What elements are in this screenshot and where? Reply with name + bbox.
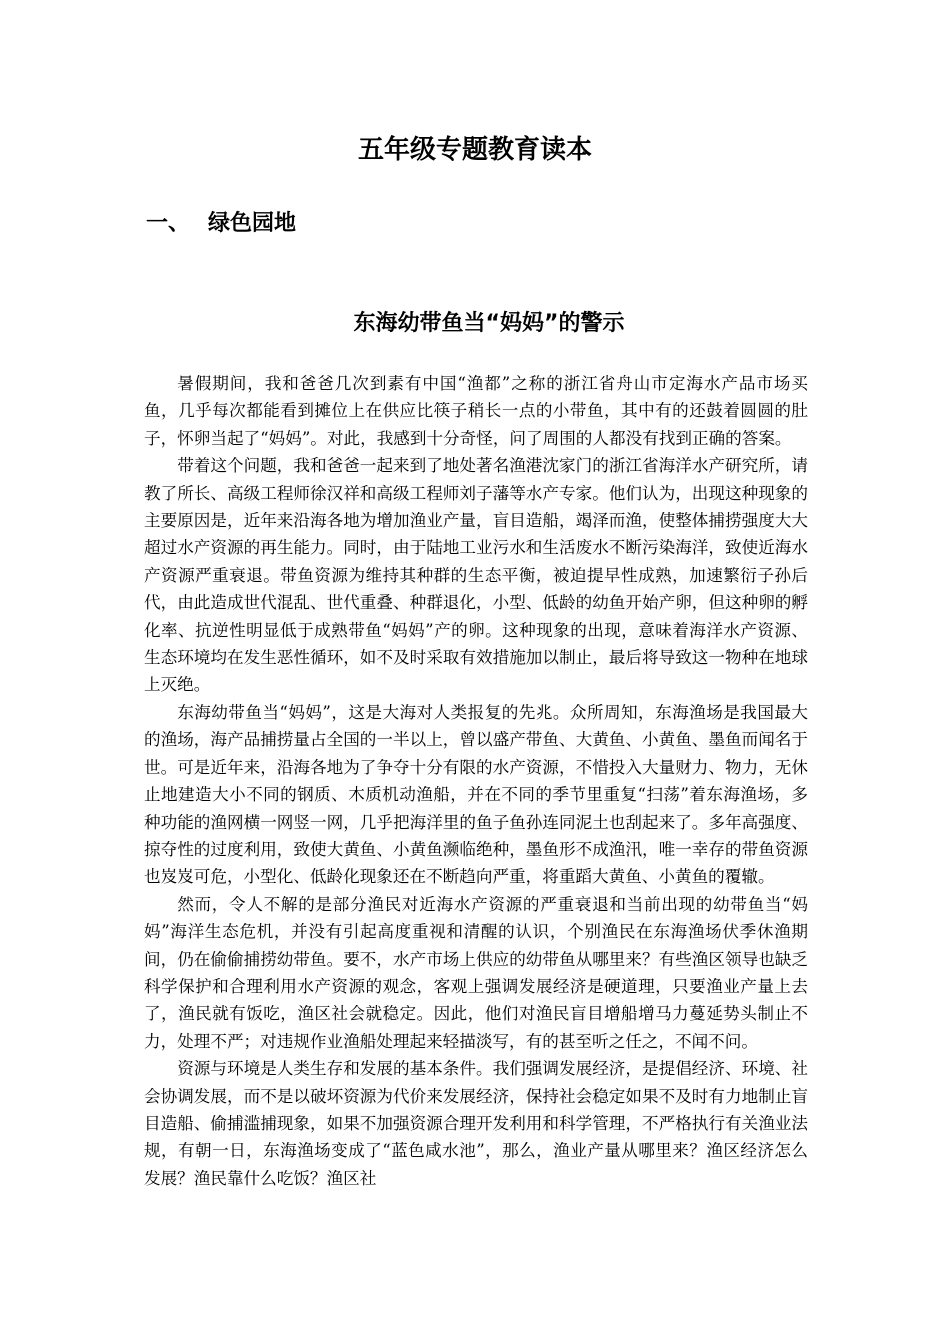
paragraph: 暑假期间，我和爸爸几次到素有中国“渔都”之称的浙江省舟山市定海水产品市场买鱼，几乎每次都能看到摊位上在供应比筷子稍长一点的小带鱼，其中有的还鼓着圆圆的肚子，怀卵当起了“妈妈”。对此，我感到十分奇怪，问了周围的人都没有找到正确的答案。 <box>144 374 808 448</box>
article-body <box>144 370 808 1192</box>
section-title: 绿色园地 <box>208 211 297 236</box>
paragraph: 然而，令人不解的是部分渔民对近海水产资源的严重衰退和当前出现的幼带鱼当“妈妈”海洋生态危机，并没有引起高度重视和清醒的认识，个别渔民在东海渔场伏季休渔期间，仍在偷偷捕捞幼带鱼。要不，水产市场上供应的幼带鱼从哪里来？有些渔区领导也缺乏科学保护和合理利用水产资源的观念，客观上强调发展经济是硬道理，只要渔业产量上去了，渔民就有饭吃，渔区社会就稳定。因此，他们对渔民盲目增船增马力蔓延势头制止不力，处理不严；对违规作业渔船处理起来轻描淡写，有的甚至听之任之，不闻不问。 <box>144 894 808 1051</box>
document-title: 五年级专题教育读本 <box>357 135 592 165</box>
article-title: 东海幼带鱼当“妈妈”的警示 <box>353 311 625 336</box>
section-number: 一、 <box>146 211 191 236</box>
paragraph: 东海幼带鱼当“妈妈”，这是大海对人类报复的先兆。众所周知，东海渔场是我国最大的渔场，海产品捕捞量占全国的一半以上，曾以盛产带鱼、大黄鱼、小黄鱼、墨鱼而闻名于世。可是近年来，沿海各地为了争夺十分有限的水产资源，不惜投入大量财力、物力，无休止地建造大小不同的钢质、木质机动渔船，并在不同的季节里重复“扫荡”着东海渔场，多种功能的渔网横一网竖一网，几乎把海洋里的鱼子鱼孙连同泥土也刮起来了。多年高强度、掠夺性的过度利用，致使大黄鱼、小黄鱼濒临绝种，墨鱼形不成渔汛，唯一幸存的带鱼资源也岌岌可危，小型化、低龄化现象还在不断趋向严重，将重蹈大黄鱼、小黄鱼的覆辙。 <box>144 702 808 887</box>
paragraph: 带着这个问题，我和爸爸一起来到了地处著名渔港沈家门的浙江省海洋水产研究所，请教了所长、高级工程师徐汉祥和高级工程师刘子藩等水产专家。他们认为，出现这种现象的主要原因是，近年来沿海各地为增加渔业产量，盲目造船，竭泽而渔，使整体捕捞强度大大超过水产资源的再生能力。同时，由于陆地工业污水和生活废水不断污染海洋，致使近海水产资源严重衰退。带鱼资源为维持其种群的生态平衡，被迫提早性成熟，加速繁衍子孙后代，由此造成世代混乱、世代重叠、种群退化，小型、低龄的幼鱼开始产卵，但这种卵的孵化率、抗逆性明显低于成熟带鱼“妈妈”产的卵。这种现象的出现，意味着海洋水产资源、生态环境均在发生恶性循环，如不及时采取有效措施加以制止，最后将导致这一物种在地球上灭绝。 <box>144 456 808 695</box>
section-heading <box>146 208 296 240</box>
paragraph: 资源与环境是人类生存和发展的基本条件。我们强调发展经济，是提倡经济、环境、社会协调发展，而不是以破坏资源为代价来发展经济，保持社会稳定如果不及时有力地制止盲目造船、偷捕滥捕现象，如果不加强资源合理开发利用和科学管理，不严格执行有关渔业法规，有朝一日，东海渔场变成了“蓝色咸水池”，那么，渔业产量从哪里来？渔区经济怎么发展？渔民靠什么吃饭？渔区社 <box>144 1059 808 1188</box>
